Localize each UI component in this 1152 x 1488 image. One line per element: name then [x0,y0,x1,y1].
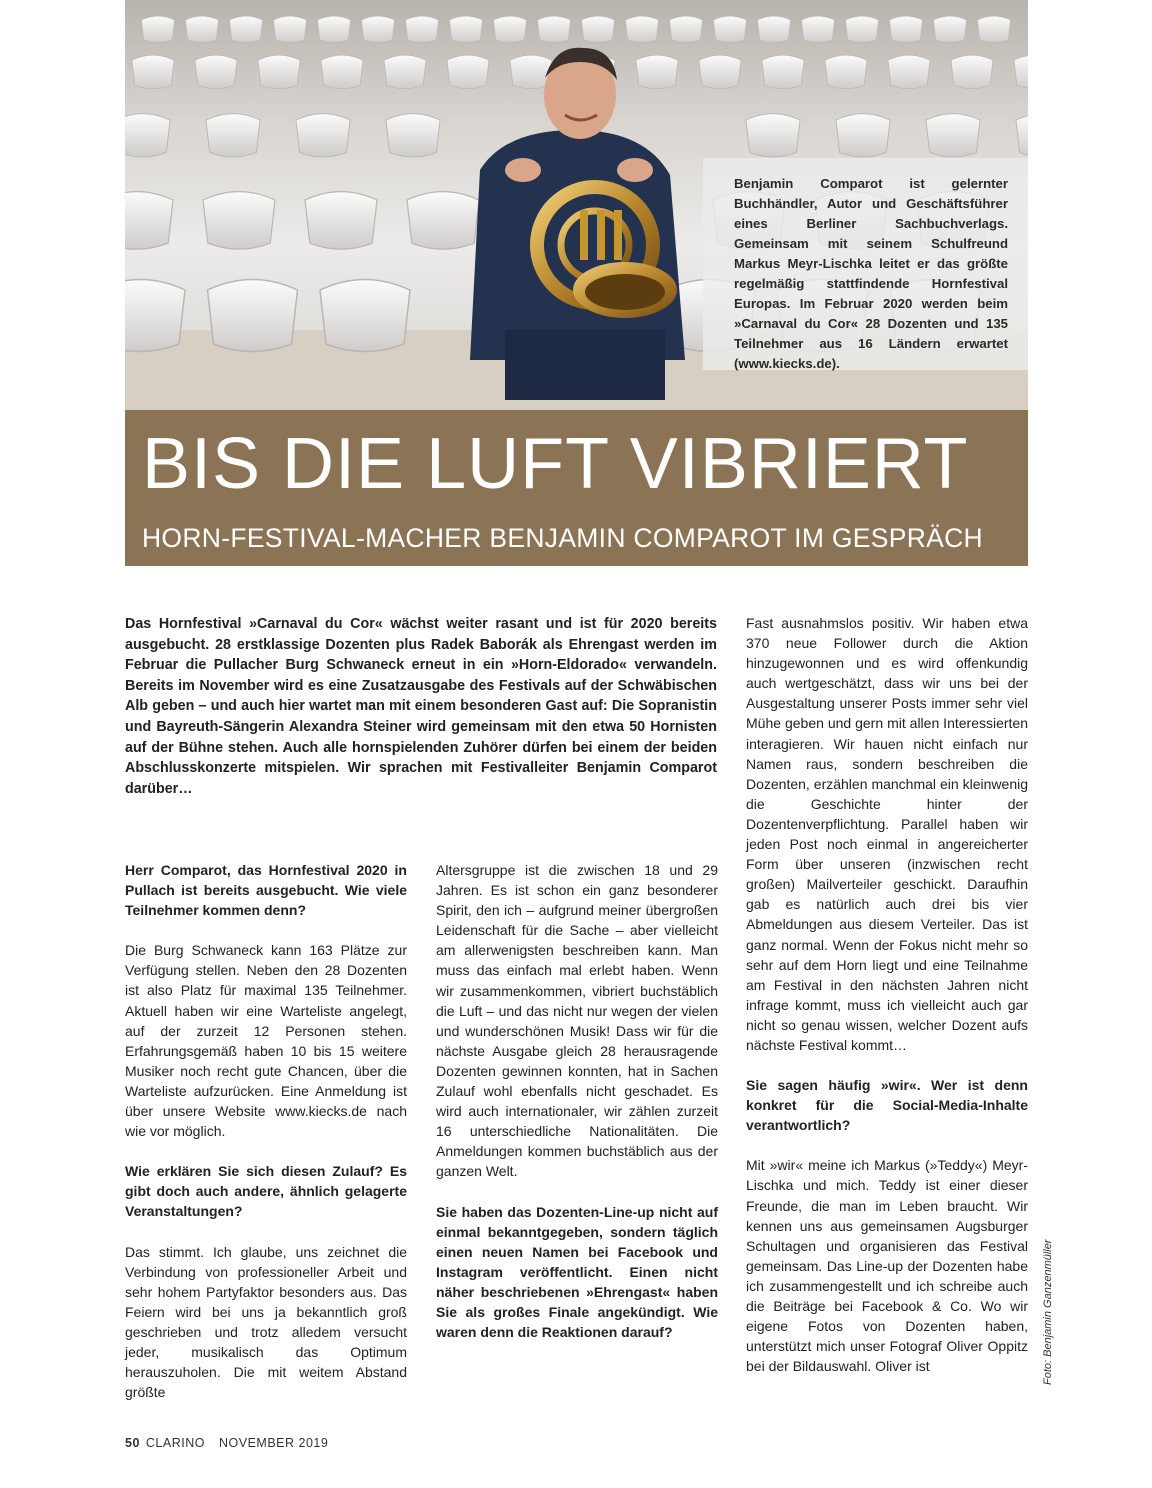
photo-credit: Foto: Benjamin Ganzenmüller [1042,1239,1054,1385]
column-3 [746,613,1028,1376]
answer-3: Fast ausnahmslos positiv. Wir haben etwa 370 neue Follower durch die Aktion hinzugewonnen und es wird offenkundig auch wertgeschätzt, dass wir uns bei der Ausgestaltung unserer Posts immer sehr viel Mühe geben und gern mit allen Interessierten interagieren. Wir hauen nicht einfach nur Namen raus, sondern beschreiben die Dozenten, erzählen manchmal ein kleinwenig die Geschichte hinter der Dozentenverpflichtung. Parallel haben wir jeden Post noch einmal in angereicherter Form über unseren (inzwischen recht großen) Mailverteiler geschickt. Daraufhin gab es natürlich auch drei bis vier Abmeldungen aus diesem Verteiler. Das ist ganz normal. Wenn der Fokus nicht mehr so sehr auf dem Horn liegt und eine Teilnahme am Festival in den nächsten Jahren nicht infrage kommt, muss ich vielleicht auch gar nicht so genau wissen, welcher Dozent aufs nächste Festival kommt… [746,615,1028,1053]
column-1 [125,860,407,1402]
question-2: Wie erklären Sie sich diesen Zulauf? Es gibt doch auch andere, ähnlich gelagerte Veranstaltungen? [125,1163,407,1220]
column-2 [436,860,718,1342]
issue-date: NOVEMBER 2019 [218,1436,329,1450]
question-3: Sie haben das Dozenten-Line-up nicht auf einmal bekanntgegeben, sondern täglich einen neuen Namen bei Facebook und Instagram veröffentlicht. Einen nicht näher beschriebenen »Ehrengast« haben Sie als großes Finale angekündigt. Wie waren denn die Reaktionen darauf? [436,1203,718,1341]
magazine-name: CLARINO [145,1436,205,1450]
answer-2-continued: Altersgruppe ist die zwischen 18 und 29 Jahren. Es ist schon ein ganz besonderer Spirit, den ich – aufgrund meiner übergroßen Leidenschaft für die Sache – aber vielleicht am allerwenigsten beschreiben kann. Man muss das einfach mal erlebt haben. Wenn wir zusammenkommen, vibriert buchstäblich die Luft – und das nicht nur wegen der vielen und wunderschönen Musik! Dass wir für die nächste Ausgabe gleich 28 herausragende Dozenten gewinnen konnten, hat in Sachen Zulauf wohl ebenfalls nicht geschadet. Es wird auch internationaler, wir zählen zurzeit 16 unterschiedliche Nationalitäten. Die Anmeldungen kommen buchstäblich aus der ganzen Welt. [436,862,718,1180]
person-with-horn [470,48,685,400]
question-1: Herr Comparot, das Hornfestival 2020 in Pullach ist bereits ausgebucht. Wie viele Teilnehmer kommen denn? [125,862,407,919]
answer-4: Mit »wir« meine ich Markus (»Teddy«) Meyr-Lischka und mich. Teddy ist einer dieser Freunde, die man im Leben braucht. Wir kennen uns aus gemeinsamen Augsburger Schultagen und organisieren das Festival gemeinsam. Das Line-up der Dozenten habe ich zusammengestellt und ich schreibe auch die Beiträge bei Facebook & Co. Wo wir eigene Fotos von Dozenten haben, unterstützt mich unser Fotograf Oliver Oppitz bei der Bildauswahl. Oliver ist [746,1157,1028,1375]
article-title: BIS DIE LUFT VIBRIERT [142,424,969,504]
answer-2: Das stimmt. Ich glaube, uns zeichnet die Verbindung von professioneller Arbeit und sehr hohem Partyfaktor besonders aus. Das Feiern wird bei uns ja bekanntlich groß geschrieben und trotz alledem versucht jeder, musikalisch das Optimum herauszuholen. Die mit weitem Abstand größte [125,1243,407,1401]
page-number: 50 [125,1436,140,1450]
article-subtitle: HORN-FESTIVAL-MACHER BENJAMIN COMPAROT IM GESPRÄCH [142,523,983,553]
page-footer [125,1436,328,1450]
title-band [125,410,1028,566]
lead-paragraph: Das Hornfestival »Carnaval du Cor« wächst weiter rasant und ist für 2020 bereits ausgebucht. 28 erstklassige Dozenten plus Radek Baborák als Ehrengast werden im Februar die Pullacher Burg Schwaneck erneut in ein »Horn-Eldorado« verwandeln. Bereits im November wird es eine Zusatzausgabe des Festivals auf der Schwäbischen Alb geben – und auch hier wartet man mit einem besonderen Gast auf: Die Sopranistin und Bayreuth-Sängerin Alexandra Steiner wird gemeinsam mit den etwa 50 Hornisten auf der Bühne stehen. Auch alle hornspielenden Zuhörer dürfen bei einem der beiden Abschlusskonzerte mitspielen. Wir sprachen mit Festivalleiter Benjamin Comparot darüber… [125,616,717,797]
answer-1: Die Burg Schwaneck kann 163 Plätze zur Verfügung stellen. Neben den 28 Dozenten ist also Platz für maximal 135 Teilnehmer. Aktuell haben wir eine Warteliste angelegt, auf der zurzeit 12 Personen stehen. Erfahrungsgemäß haben 10 bis 15 weitere Musiker noch recht gute Chancen, über die Warteliste aufzurücken. Eine Anmeldung ist über unsere Website www.kiecks.de nach wie vor möglich. [125,942,407,1140]
photo-caption: Benjamin Comparot ist gelernter Buchhändler, Autor und Geschäftsführer eines Berliner Sachbuchverlags. Gemeinsam mit seinem Schulfreund Markus Meyr-Lischka leitet er das größte regelmäßig stattfindende Hornfestival Europas. Im Februar 2020 werden beim »Carnaval du Cor« 28 Dozenten und 135 Teilnehmer aus 16 Ländern erwartet (www.kiecks.de). [734,176,1008,371]
article-lead [125,614,717,799]
photo-caption-box [703,158,1028,370]
question-4: Sie sagen häufig »wir«. Wer ist denn konkret für die Social-Media-Inhalte verantwortlich? [746,1077,1028,1134]
